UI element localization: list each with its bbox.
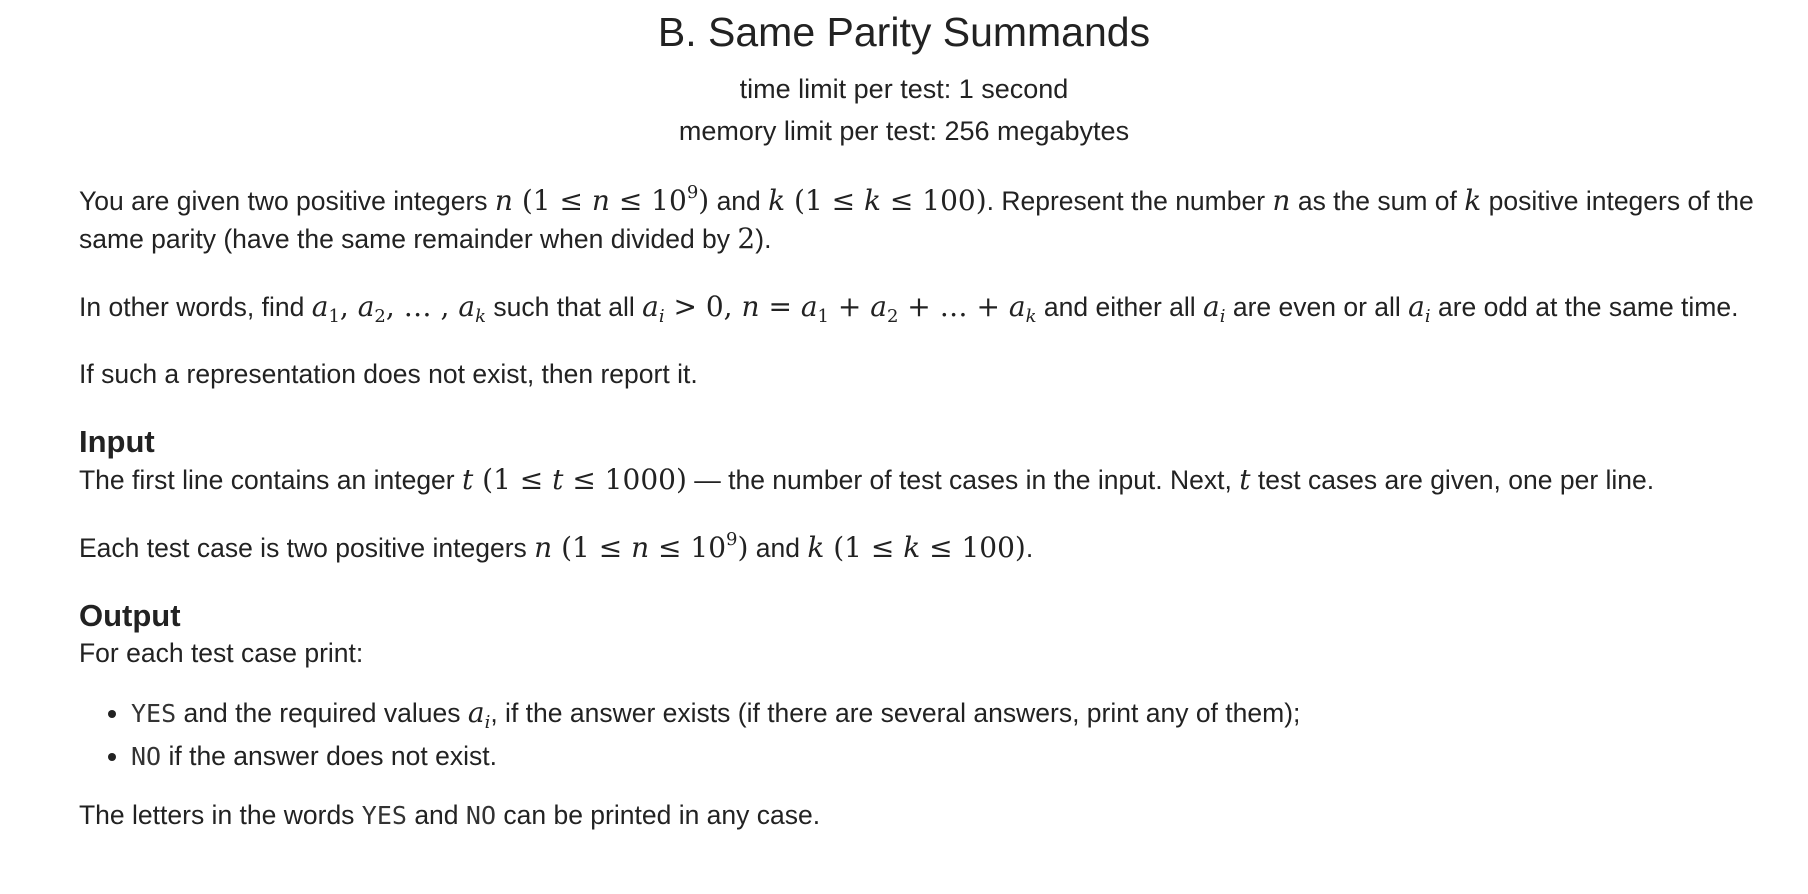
input-section	[79, 423, 1768, 567]
math-var: a	[1008, 290, 1026, 323]
math: (1 ≤	[785, 184, 865, 217]
text: Each test case is two positive integers	[79, 533, 535, 563]
math: , … ,	[385, 290, 459, 323]
text: are even or all	[1225, 292, 1409, 322]
text: .	[1025, 533, 1034, 563]
text: The first line contains an integer	[79, 465, 462, 495]
text: test cases are given, one per line.	[1250, 465, 1655, 495]
code-yes: YES	[131, 699, 177, 728]
math-subscript: 2	[886, 306, 899, 327]
math-exponent: 9	[686, 182, 699, 203]
text: positive integers of the same parity (have the same remainder when divided by	[79, 186, 1754, 254]
math-subscript: 2	[374, 306, 386, 327]
math-var: a	[1203, 290, 1220, 323]
text: such that all	[486, 292, 643, 322]
text: as the sum of	[1290, 186, 1465, 216]
output-heading: Output	[79, 598, 181, 633]
code-yes: YES	[361, 801, 407, 830]
math: ≤ 10	[649, 531, 727, 564]
math: (1 ≤	[824, 531, 904, 564]
text: ).	[755, 224, 772, 254]
math-var: a	[642, 290, 659, 323]
input-heading: Input	[79, 424, 155, 459]
text: . Represent the number	[986, 186, 1273, 216]
math-subscript: i	[1424, 306, 1431, 327]
math-subscript: i	[484, 712, 491, 733]
math: ≤ 1000)	[563, 463, 687, 496]
text: and	[406, 800, 466, 830]
text: , if the answer exists (if there are several answers, print any of them);	[490, 698, 1301, 728]
math: ≤ 100)	[920, 531, 1026, 564]
math-var: a	[357, 290, 375, 323]
statement-paragraph-1	[79, 182, 1768, 258]
math: (1 ≤	[552, 531, 632, 564]
math: ≤ 10	[609, 184, 687, 217]
output-final-note	[79, 797, 1768, 834]
statement-paragraph-2	[79, 288, 1768, 326]
math-var: a	[870, 290, 887, 323]
math: +	[828, 290, 871, 323]
math: 2	[737, 222, 756, 255]
text: and either all	[1036, 292, 1204, 322]
math-subscript: k	[475, 306, 486, 327]
problem-title: B. Same Parity Summands	[657, 9, 1151, 55]
text: if the answer does not exist.	[161, 741, 497, 771]
math-var: k	[864, 184, 881, 217]
statement-paragraph-3: If such a representation does not exist, then report it.	[79, 359, 698, 389]
text: and	[709, 186, 769, 216]
text: are odd at the same time.	[1430, 292, 1739, 322]
text: can be printed in any case.	[496, 800, 821, 830]
math: ,	[339, 290, 358, 323]
math: )	[737, 531, 749, 564]
math-var: a	[458, 290, 476, 323]
math-var: a	[311, 290, 329, 323]
math: =	[759, 290, 801, 323]
math: )	[698, 184, 710, 217]
math-var: t	[1239, 463, 1251, 496]
math-var: n	[534, 531, 553, 564]
code-no: NO	[131, 742, 162, 771]
math-var: t	[552, 463, 564, 496]
math: (1 ≤	[512, 184, 592, 217]
text: — the number of test cases in the input. Next,	[686, 465, 1240, 495]
math-subscript: i	[658, 306, 665, 327]
math-var: n	[591, 184, 610, 217]
math-var: t	[461, 463, 474, 496]
time-limit: time limit per test: 1 second	[739, 74, 1069, 104]
input-paragraph-1	[79, 461, 1768, 499]
math: (1 ≤	[473, 463, 553, 496]
math-var: a	[1408, 290, 1425, 323]
problem-statement	[0, 182, 1808, 834]
output-list	[79, 694, 1768, 775]
math-var: a	[800, 290, 818, 323]
math-subscript: 1	[817, 306, 829, 327]
list-item	[131, 694, 1768, 732]
text: and the required values	[176, 698, 468, 728]
input-paragraph-2	[79, 529, 1768, 567]
math-var: k	[903, 531, 921, 564]
math-var: n	[1272, 184, 1291, 217]
math: > 0,	[664, 290, 742, 323]
text: In other words, find	[79, 292, 312, 322]
text: The letters in the words	[79, 800, 362, 830]
text: You are given two positive integers	[79, 186, 495, 216]
math-var: n	[631, 531, 650, 564]
math-var: k	[807, 531, 825, 564]
math-var: n	[741, 290, 760, 323]
text: and	[748, 533, 808, 563]
math-var: k	[1464, 184, 1482, 217]
math-subscript: i	[1219, 306, 1226, 327]
math-var: a	[467, 696, 485, 729]
math: + … +	[898, 290, 1009, 323]
math-subscript: 1	[328, 306, 340, 327]
math: ≤ 100)	[881, 184, 987, 217]
math-var: n	[494, 184, 513, 217]
list-item	[131, 738, 1768, 775]
output-intro: For each test case print:	[79, 638, 364, 668]
math-exponent: 9	[726, 529, 738, 550]
output-section	[79, 597, 1768, 834]
math-subscript: k	[1025, 306, 1037, 327]
math-var: k	[768, 184, 786, 217]
code-no: NO	[465, 801, 497, 830]
memory-limit: memory limit per test: 256 megabytes	[678, 116, 1130, 146]
problem-header	[0, 6, 1808, 152]
